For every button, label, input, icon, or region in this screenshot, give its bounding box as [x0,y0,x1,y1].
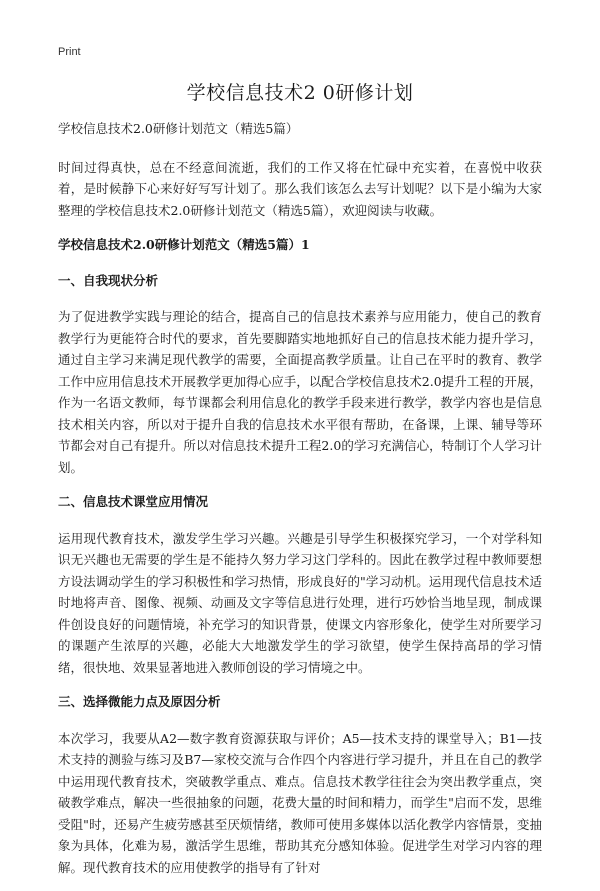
section-paragraph: 本次学习，我要从A2—数字教育资源获取与评价；A5—技术支持的课堂导入；B1—技术支持的测验与练习及B7—家校交流与合作四个内容进行学习提升，并且在自己的教学中运用现代教育技术，突破教学重点、难点。信息技术教学往往会为突出教学重点，突破教学难点，解决一些很抽象的问题，花费大量的时间和精力，而学生"启而不发，思维受阻"时，还易产生疲劳感甚至厌烦情绪，教师可使用多媒体以活化教学内容情景，变抽象为具体，化难为易，激活学生思维，帮助其充分感知体验。促进学生对学习内容的理解。现代教育技术的应用使教学的指导有了针对 [58,730,542,875]
section-paragraph: 运用现代教育技术，激发学生学习兴趣。兴趣是引导学生积极探究学习，一个对学科知识无兴趣也无需要的学生是不能持久努力学习这门学科的。因此在教学过程中教师要想方设法调动学生的学习积极性和学习热情，形成良好的"学习动机。运用现代信息技术适时地将声音、图像、视频、动画及文字等信息进行处理，进行巧妙恰当地呈现，制成课件创设良好的问题情境，补充学习的知识背景，使课文内容形象化，使学生对所要学习的课题产生浓厚的兴趣，必能大大地激发学生的学习欲望，使学生保持高昂的学习情绪，很快地、效果显著地进入教师创设的学习情境之中。 [58,530,542,675]
intro-paragraph: 时间过得真快，总在不经意间流逝，我们的工作又将在忙碌中充实着，在喜悦中收获着，是时候静下心来好好写写计划了。那么我们该怎么去写计划呢？以下是小编为大家整理的学校信息技术2.0研修计划范文（精选5篇），欢迎阅读与收藏。 [58,159,542,218]
section-heading: 二、信息技术课堂应用情况 [58,494,209,509]
print-label[interactable]: Print [58,46,81,58]
document-body [58,118,542,891]
section-heading: 一、自我现状分析 [58,272,159,288]
page-title: 学校信息技术2 0研修计划 [186,82,414,104]
article-heading: 学校信息技术2.0研修计划范文（精选5篇）1 [58,237,310,252]
document-subtitle: 学校信息技术2.0研修计划范文（精选5篇） [58,121,299,136]
section-paragraph: 为了促进教学实践与理论的结合，提高自己的信息技术素养与应用能力，使自己的教育教学行为更能符合时代的要求，首先要脚踏实地地抓好自己的信息技术能力提升学习，通过自主学习来满足现代教学的需要，全面提高教学质量。让自己在平时的教育、教学工作中应用信息技术开展教学更加得心应手，以配合学校信息技术2.0提升工程的开展，作为一名语文教师，每节课都会利用信息化的教学手段来进行教学，教学内容也是信息技术相关内容，所以对于提升自我的信息技术水平很有帮助，在备课，上课、辅导等环节都会对自己有提升。所以对信息技术提升工程2.0的学习充满信心，特制订个人学习计划。 [58,309,542,475]
section-heading: 三、选择微能力点及原因分析 [58,694,221,709]
